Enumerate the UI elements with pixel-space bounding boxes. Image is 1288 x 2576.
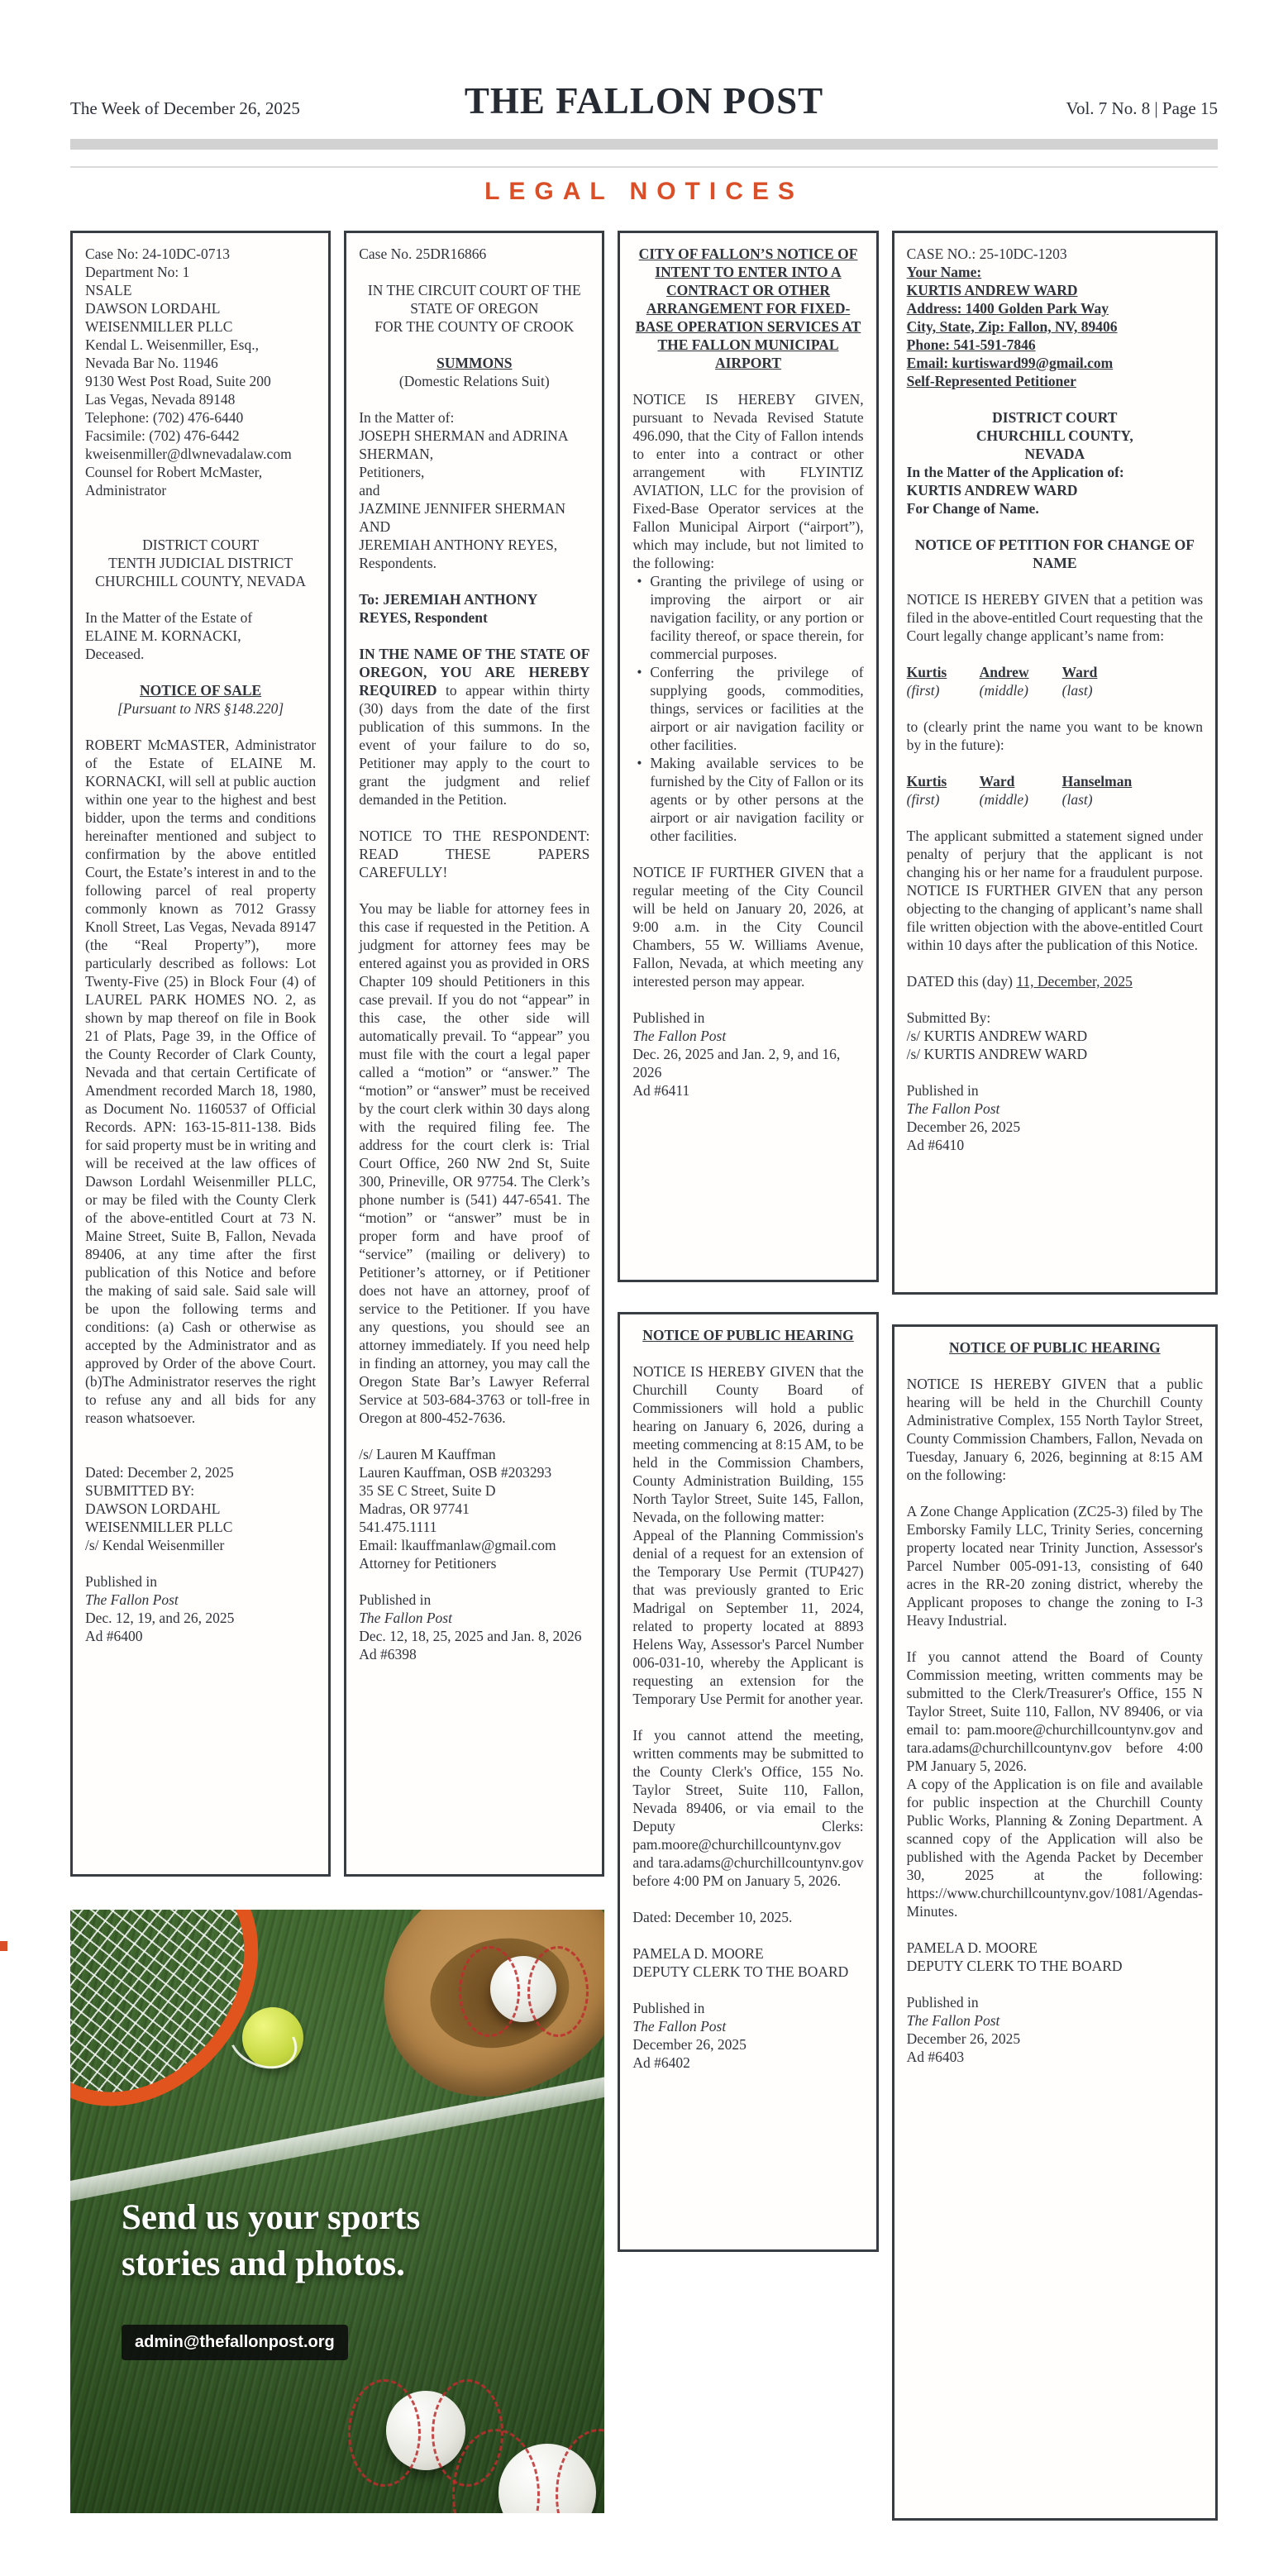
dated-line: DATED this (day) 11, December, 2025: [906, 973, 1133, 990]
spacer: [632, 990, 863, 1009]
spacer: [907, 1063, 1203, 1081]
spacer: [907, 809, 1203, 827]
text-line: Dated: December 10, 2025.: [632, 1909, 793, 1925]
header-rule-bar: [70, 139, 1218, 150]
notice-paragraph: NOTICE TO THE RESPONDENT: READ THESE PAPERS CAREFULLY!: [359, 828, 590, 880]
name-cell: Hanselman (last): [1061, 773, 1133, 808]
text-line: Telephone: (702) 476-6440: [85, 409, 244, 426]
text-line: For Change of Name.: [906, 500, 1039, 517]
notices-grid: [70, 231, 1218, 2521]
notice-paragraph: A Zone Change Application (ZC25-3) filed by The Emborsky Family LLC, Trinity Series, concerning property located near Trinity Junction, Assessor's Parcel Number 005-091-13, consisting of 640 acres in the RR-20 zoning district, whereby the Applicant proposes to change the zoning to I-3 Heavy Industrial.: [906, 1503, 1203, 1629]
text-line: Ad #6410: [906, 1137, 965, 1153]
sports-photo-ad: [70, 1910, 604, 2513]
text-line: JOSEPH SHERMAN and ADRINA SHERMAN,: [359, 427, 568, 462]
text-line: /s/ Lauren M Kauffman: [359, 1446, 496, 1462]
notice-paragraph: IN THE NAME OF THE STATE OF OREGON, YOU ARE HEREBY REQUIRED to appear within thirty (30) days from the date of the first publication of this summons. In the event of your failure to do so, Petitioner may apply to the court to grant the judgment and relief demanded in the Petition.: [359, 646, 590, 808]
spacer: [359, 1427, 589, 1445]
tennis-ball-icon: [242, 2007, 303, 2068]
text-line: JAZMINE JENNIFER SHERMAN AND: [359, 500, 566, 535]
spacer: [907, 754, 1203, 772]
spacer: [85, 718, 316, 736]
text-line: Ad #6398: [359, 1646, 417, 1662]
spacer: [632, 1981, 863, 1999]
text-line: PAMELA D. MOORE: [906, 1939, 1038, 1956]
text-line: DAWSON LORDAHL: [85, 1500, 221, 1517]
column-three: [618, 231, 878, 2521]
text-line: Nevada Bar No. 11946: [85, 355, 218, 371]
text-line: Case No: 24-10DC-0713: [85, 246, 230, 262]
text-line: Case No. 25DR16866: [359, 246, 487, 262]
bullet-item: • Conferring the privilege of supplying goods, commodities, things, services or facilities at the airport or air navigation facility or other facilities.: [632, 663, 863, 754]
text-line: Department No: 1: [85, 264, 190, 280]
text-line: /s/ KURTIS ANDREW WARD: [906, 1046, 1088, 1062]
spacer: [359, 1572, 589, 1591]
text-line: Published in: [85, 1573, 158, 1590]
notice-heading: SUMMONS: [436, 355, 513, 371]
spacer: [359, 572, 589, 590]
text-line: City, State, Zip: Fallon, NV, 89406: [906, 318, 1118, 335]
notice-heading: NOTICE OF PUBLIC HEARING: [642, 1327, 854, 1343]
text-line: Published in: [906, 1082, 979, 1099]
notice-paragraph: You may be liable for attorney fees in this case if requested in the Petition. A judgment for attorney fees may be entered against you as provided in ORS Chapter 109 should Petitioners in this case prevail. If you do not “appear” in this case, the other side will automatically prevail. To “appear” you must file with the court a legal paper called a “motion” or “answer.” The “motion” or “answer” must be received by the court clerk within 30 days along with the required filing fee. The address for the court clerk is: Trial Court Office, 260 NW 2nd St, Suite 300, Prineville, OR 97754. The Clerk’s phone number is (541) 447-6541. The “motion” or “answer” must be in proper form and have proof of “service” (mailing or delivery) to Petitioner’s attorney, or if Petitioner does not have an attorney, proof of service to the Petitioner. If you have any questions, you should see an attorney immediately. If you need help in finding an attorney, you may call the Oregon State Bar’s Lawyer Referral Service at 503-684-3763 or toll-free in Oregon at 800-452-7636.: [359, 900, 590, 1426]
text-line: /s/ Kendal Weisenmiller: [85, 1537, 225, 1553]
baseball-icon: [386, 2391, 465, 2470]
notice-public-hearing-zone-change: [892, 1324, 1218, 2521]
text-line: PAMELA D. MOORE: [632, 1945, 764, 1962]
court-heading-line: TENTH JUDICIAL DISTRICT: [108, 555, 293, 571]
notice-paragraph: If you cannot attend the Board of County Commission meeting, written comments may be submitted to the Clerk/Treasurer's Office, 155 N Taylor Street, Suite 110, Fallon, NV 89406, or via email to: pam.moore@churchillcountynv.gov and tara.adams@churchillcountynv.gov before 4:00 PM January 5, 2026.: [906, 1648, 1203, 1774]
text-line: The Fallon Post: [632, 1028, 727, 1044]
notice-estate-sale: [70, 231, 331, 1877]
spacer: [632, 845, 863, 863]
volume-page-info: Vol. 7 No. 8 | Page 15: [1066, 98, 1218, 118]
text-line: NSALE: [85, 282, 132, 298]
text-line: Petitioners,: [359, 464, 425, 480]
text-line: Deceased.: [85, 646, 145, 662]
court-heading-line: (Domestic Relations Suit): [398, 373, 550, 389]
text-line: Submitted By:: [906, 1009, 991, 1026]
text-line: December 26, 2025: [632, 2036, 747, 2053]
spacer: [85, 590, 316, 608]
ad-email-badge: admin@thefallonpost.org: [122, 2325, 348, 2360]
text-line: Published in: [906, 1994, 979, 2011]
spacer: [85, 1427, 316, 1445]
text-line: 35 SE C Street, Suite D: [359, 1482, 496, 1499]
text-line: WEISENMILLER PLLC: [85, 1519, 233, 1535]
text-line: The Fallon Post: [85, 1591, 179, 1608]
text-line: Phone: 541-591-7846: [906, 336, 1036, 353]
text-line: In the Matter of the Application of:: [906, 464, 1124, 480]
spacer: [907, 572, 1203, 590]
section-title-legal-notices: LEGAL NOTICES: [484, 178, 804, 205]
text-line: Published in: [632, 1009, 705, 1026]
page-edge-mark: [0, 1941, 7, 1951]
text-line: /s/ KURTIS ANDREW WARD: [906, 1028, 1088, 1044]
name-cell: Andrew (middle): [979, 664, 1029, 699]
text-line: Facsimile: (702) 476-6442: [85, 427, 240, 444]
text-line: Ad #6400: [85, 1628, 143, 1644]
name-cell: Kurtis (first): [906, 664, 947, 699]
spacer: [907, 1357, 1203, 1375]
text-line: [Pursuant to NRS §148.220]: [117, 700, 284, 717]
spacer: [359, 390, 589, 408]
spacer: [632, 372, 863, 390]
text-line: Ad #6402: [632, 2054, 690, 2071]
text-line: Email: lkauffmanlaw@gmail.com: [359, 1537, 556, 1553]
name-cell: Ward (last): [1061, 664, 1098, 699]
notice-paragraph: A copy of the Application is on file and available for public inspection at the Churchill County Public Works, Planning & Zoning Department. A scanned copy of the Application will also be published with the Agenda Packet by December 30, 2025 at the following: https://www.churchillcountynv.gov/1081/Agendas-Minutes.: [906, 1776, 1203, 1920]
notice-paragraph: If you cannot attend the meeting, written comments may be submitted to the County Clerk's Office, 155 No. Taylor Street, Suite 110, Fallon, Nevada 89406, or via email to the Deputy Clerks: pam.moore@churchillcountynv.gov and tara.adams@churchillcountynv.gov before 4:00 PM on January 5, 2026.: [632, 1727, 864, 1889]
text-line: Published in: [359, 1591, 432, 1608]
name-cell: Ward (middle): [979, 773, 1028, 808]
edition-date: The Week of December 26, 2025: [70, 98, 300, 118]
baseball-icon: [490, 1956, 556, 2022]
name-row: [907, 772, 1203, 809]
text-line: Dec. 26, 2025 and Jan. 2, 9, and 16, 2026: [632, 1046, 841, 1080]
spacer: [907, 990, 1203, 1009]
spacer: [632, 1890, 863, 1908]
name-cell: Kurtis (first): [906, 773, 947, 808]
text-line: CASE NO.: 25-10DC-1203: [906, 246, 1067, 262]
spacer: [907, 390, 1203, 408]
text-line: Counsel for Robert McMaster, Administrator: [85, 464, 263, 499]
notice-heading: NEVADA: [1024, 446, 1085, 462]
text-line: The Fallon Post: [632, 2018, 727, 2035]
text-line: Self-Represented Petitioner: [906, 373, 1076, 389]
ad-headline-line1: Send us your sports: [122, 2198, 421, 2237]
text-line: December 26, 2025: [906, 1119, 1021, 1135]
spacer: [632, 1708, 863, 1726]
header-rule-thin: [70, 166, 1218, 168]
text-line: Address: 1400 Golden Park Way: [906, 300, 1109, 317]
court-heading-line: IN THE CIRCUIT COURT OF THE STATE OF OREGON: [367, 282, 581, 317]
spacer: [85, 1554, 316, 1572]
spacer: [359, 809, 589, 827]
spacer: [907, 1484, 1203, 1502]
bullet-item: • Making available services to be furnished by the City of Fallon or its agents or by other persons at the airport or air navigation facility or other facilities.: [632, 754, 863, 845]
spacer: [359, 263, 589, 281]
text-line: KURTIS ANDREW WARD: [906, 282, 1078, 298]
text-line: December 26, 2025: [906, 2030, 1021, 2047]
text-line: The Fallon Post: [359, 1610, 452, 1626]
notice-paragraph: NOTICE IF FURTHER GIVEN that a regular meeting of the City Council will be held on January 20, 2026, at 9:00 a.m. in the City Council Chambers, 55 W. Williams Avenue, Fallon, Nevada, at which meeting any interested person may appear.: [632, 864, 864, 990]
text-line: Dated: December 2, 2025: [85, 1464, 234, 1481]
spacer: [907, 1920, 1203, 1939]
text-line: ELAINE M. KORNACKI,: [85, 627, 241, 644]
spacer: [907, 699, 1203, 718]
name-row: [907, 663, 1203, 699]
text-line: and: [359, 482, 380, 499]
notice-heading: NOTICE OF SALE: [140, 682, 262, 699]
text-line: 9130 West Post Road, Suite 200: [85, 373, 271, 389]
text-line: Lauren Kauffman, OSB #203293: [359, 1464, 552, 1481]
notice-paragraph: NOTICE IS HEREBY GIVEN that a public hearing will be held in the Churchill County Administrative Complex, 155 North Taylor Street, County Commission Chambers, Fallon, Nevada on Tuesday, January 6, 2026, beginning at 8:15 AM on the following:: [906, 1376, 1203, 1483]
spacer: [359, 336, 589, 354]
text-line: To: JEREMIAH ANTHONY REYES, Respondent: [359, 591, 537, 626]
notice-heading: DISTRICT COURT: [992, 409, 1118, 426]
text-line: Your Name:: [906, 264, 982, 280]
notice-heading: CITY OF FALLON’S NOTICE OF INTENT TO ENTER INTO A CONTRACT OR OTHER ARRANGEMENT FOR FIXED-BASE OPERATION SERVICES AT THE FALLON MUNICIPAL AIRPORT: [635, 246, 861, 371]
text-line: DEPUTY CLERK TO THE BOARD: [632, 1963, 849, 1980]
spacer: [85, 499, 316, 518]
notice-heading: CHURCHILL COUNTY,: [976, 427, 1133, 444]
text-line: DAWSON LORDAHL WEISENMILLER PLLC: [85, 300, 233, 335]
spacer: [359, 881, 589, 899]
text-line: DEPUTY CLERK TO THE BOARD: [906, 1958, 1123, 1974]
ad-headline-line2: stories and photos.: [122, 2244, 405, 2283]
text-line: Respondents.: [359, 555, 437, 571]
text-line: kweisenmiller@dlwnevadalaw.com: [85, 446, 292, 462]
text-line: 541.475.1111: [359, 1519, 437, 1535]
text-line: Las Vegas, Nevada 89148: [85, 391, 236, 408]
notice-heading: NOTICE OF PUBLIC HEARING: [949, 1339, 1161, 1356]
notice-name-change: [892, 231, 1218, 1295]
spacer: [632, 1344, 863, 1362]
text-line: In the Matter of the Estate of: [85, 609, 253, 626]
notice-paragraph: to (clearly print the name you want to be known by in the future):: [906, 718, 1203, 753]
column-four: [892, 231, 1218, 2521]
notice-airport-fbo: [618, 231, 878, 1282]
spacer: [632, 1926, 863, 1944]
page-header: [70, 0, 1218, 122]
text-line: Ad #6411: [632, 1082, 690, 1099]
notice-heading: NOTICE OF PETITION FOR CHANGE OF NAME: [914, 537, 1195, 571]
notice-paragraph: ROBERT McMASTER, Administrator of the Estate of ELAINE M. KORNACKI, will sell at public auction within one year to the highest and best bidder, upon the terms and conditions hereinafter mentioned and subject to confirmation by the above entitled Court, the Estate’s interest in and to the following parcel of real property commonly known as 7012 Grassy Knoll Street, Las Vegas, Nevada 89147 (the “Real Property”), more particularly described as follows: Lot Twenty-Five (25) in Block Four (4) of LAUREL PARK HOMES NO. 2, as shown by map thereof on file in Book 21 of Plats, Page 39, in the Office of the County Recorder of Clark County, Nevada and that certain Certificate of Amendment recorded March 18, 1980, as Document No. 1160537 of Official Records. APN: 163-15-811-138. Bids for said property must be in writing and will be received at the law offices of Dawson Lordahl Weisenmiller PLLC, or may be filed with the County Clerk of the above-entitled Court at 73 N. Maine Street, Suite B, Fallon, Nevada 89406, at any time after the first publication of this Notice and before the making of said sale. Said sale will be upon the following terms and conditions: (a) Cash or otherwise as accepted by the Administrator and as approved by Order of the above Court. (b)The Administrator reserves the right to refuse any and all bids for any reason whatsoever.: [85, 737, 317, 1426]
spacer: [907, 1629, 1203, 1648]
notice-summons: [344, 231, 604, 1877]
spacer: [85, 1445, 316, 1463]
baseball-icon: [499, 2444, 596, 2513]
text-line: Email: kurtisward99@gmail.com: [906, 355, 1114, 371]
text-line: SUBMITTED BY:: [85, 1482, 195, 1499]
court-heading-line: CHURCHILL COUNTY, NEVADA: [95, 573, 307, 589]
text-line: JEREMIAH ANTHONY REYES,: [359, 537, 558, 553]
text-line: Kendal L. Weisenmiller, Esq.,: [85, 336, 259, 353]
text-line: Dec. 12, 18, 25, 2025 and Jan. 8, 2026: [359, 1628, 582, 1644]
text-line: Ad #6403: [906, 2049, 965, 2065]
text-line: Madras, OR 97741: [359, 1500, 470, 1517]
spacer: [907, 645, 1203, 663]
spacer: [359, 627, 589, 645]
notice-public-hearing-tup: [618, 1312, 878, 2252]
text-line: Published in: [632, 2000, 705, 2016]
masthead-title: THE FALLON POST: [464, 80, 824, 122]
notice-paragraph: The applicant submitted a statement signed under penalty of perjury that the applicant is not changing his or her name for a fraudulent purpose. NOTICE IS FURTHER GIVEN that any person objecting to the changing of applicant’s name shall file written objection with the above-entitled Court within 10 days after the publication of this Notice.: [906, 828, 1203, 953]
text-line: The Fallon Post: [906, 1100, 1000, 1117]
text-line: Dec. 12, 19, and 26, 2025: [85, 1610, 235, 1626]
text-line: Attorney for Petitioners: [359, 1555, 497, 1572]
text-line: The Fallon Post: [906, 2012, 1000, 2029]
court-heading-line: DISTRICT COURT: [142, 537, 260, 553]
spacer: [907, 518, 1203, 536]
notice-paragraph: Appeal of the Planning Commission's denial of a request for an extension of the Temporary Use Permit (TUP427) that was previously granted to Eric Madrigal on September 11, 2024, related to property located at 8893 Helens Way, Assessor's Parcel Number 006-031-10, whereby the Applicant is requesting an extension for the Temporary Use Permit for another year.: [632, 1527, 864, 1707]
bullet-item: • Granting the privilege of using or improving the airport or air navigation facility, or any portion or facility thereof, or space therein, for commercial purposes.: [632, 572, 863, 663]
spacer: [907, 1975, 1203, 1993]
notice-paragraph: NOTICE IS HEREBY GIVEN that the Churchill County Board of Commissioners will hold a public hearing on January 6, 2026, during a meeting commencing at 8:15 AM, to be held in the Commission Chambers, County Administration Building, 155 North Taylor Street, Suite 145, Fallon, Nevada, on the following matter:: [632, 1363, 864, 1525]
court-heading-line: FOR THE COUNTY OF CROOK: [374, 318, 575, 335]
spacer: [907, 954, 1203, 972]
text-line: In the Matter of:: [359, 409, 455, 426]
spacer: [85, 663, 316, 681]
notice-paragraph: NOTICE IS HEREBY GIVEN that a petition was filed in the above-entitled Court requesting that the Court legally change applicant’s name from:: [906, 591, 1203, 644]
spacer: [85, 518, 316, 536]
text-line: KURTIS ANDREW WARD: [906, 482, 1078, 499]
notice-paragraph: NOTICE IS HEREBY GIVEN, pursuant to Nevada Revised Statute 496.090, that the City of Fallon intends to enter into a contract or other arrangement with FLYINTIZ AVIATION, LLC for the provision of Fixed-Base Operator services at the Fallon Municipal Airport (“airport”), which may include, but not limited to the following:: [632, 391, 864, 571]
